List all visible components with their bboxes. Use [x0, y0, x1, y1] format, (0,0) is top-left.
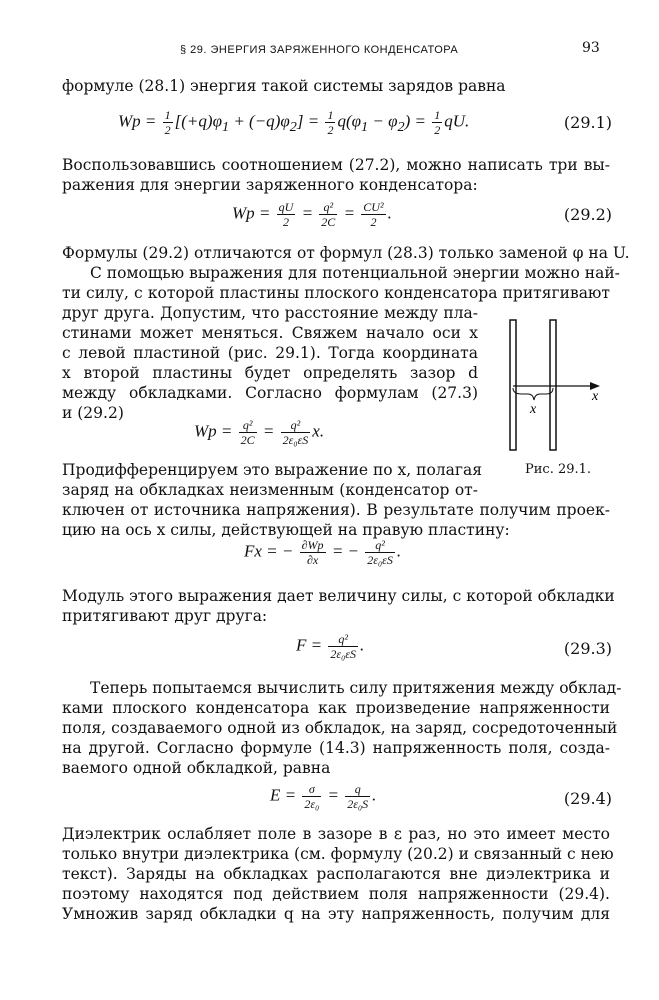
- equation-29-4: E = $\frac{\sigma}{\text{2ε₀}}$ = $\frac{q}{\text{2ε₀S}}$ .: [270, 782, 377, 811]
- text-line: Диэлектрик ослабляет поле в зазоре в ε раз, но это имеет место: [62, 825, 610, 843]
- capacitor-figure: [500, 316, 610, 456]
- page-number: 93: [582, 40, 600, 56]
- equation-fx: Fx = − $\frac{\partial Wp}{\partial x}$ = − $\frac{\text{q²}}{\text{2ε₀εS}}$ .: [244, 538, 402, 567]
- equation-label: (29.3): [563, 639, 612, 658]
- text-line: цию на ось x силы, действующей на правую пластину:: [62, 521, 510, 539]
- running-header: § 29. ЭНЕРГИЯ ЗАРЯЖЕННОГО КОНДЕНСАТОРА: [180, 44, 459, 56]
- equation-label: (29.4): [563, 789, 612, 808]
- gap-brace: [513, 388, 553, 400]
- text-line: и (29.2): [62, 404, 124, 422]
- text-line: с левой пластиной (рис. 29.1). Тогда координата: [62, 344, 478, 362]
- text-line: стинами может меняться. Свяжем начало оси x: [62, 324, 478, 342]
- equation-wp-x: Wp = $\frac{\text{q²}}{2C}$ = $\frac{\text{q²}}{\text{2ε₀εS}}$ x.: [194, 418, 325, 447]
- text-line: ключен от источника напряжения). В результате получим проек-: [62, 501, 610, 519]
- text-line: между обкладками. Согласно формулам (27.3): [62, 384, 478, 402]
- axis-label: x: [592, 389, 599, 404]
- text-line: притягивают друг друга:: [62, 607, 268, 625]
- text-line: Умножив заряд обкладки q на эту напряженность, получим для: [62, 905, 610, 923]
- text-line: ваемого одной обкладкой, равна: [62, 759, 331, 777]
- equation-29-3: F = $\frac{\text{q²}}{\text{2ε₀εS}}$ .: [296, 632, 365, 661]
- figure-caption: Рис. 29.1.: [525, 462, 592, 477]
- text-line: Воспользовавшись соотношением (27.2), можно написать три вы-: [62, 156, 610, 174]
- equation-label: (29.1): [563, 113, 612, 132]
- text-line: Теперь попытаемся вычислить силу притяжения между обклад-: [90, 679, 622, 697]
- left-plate: [510, 320, 516, 450]
- equation-label: (29.2): [563, 205, 612, 224]
- text-line: ражения для энергии заряженного конденсатора:: [62, 176, 478, 194]
- text-line: поэтому находятся под действием поля напряженности (29.4).: [62, 885, 610, 903]
- text-line: Модуль этого выражения дает величину силы, с которой обкладки: [62, 587, 615, 605]
- text-line: Формулы (29.2) отличаются от формул (28.3) только заменой φ на U.: [62, 244, 630, 262]
- text-line: формуле (28.1) энергия такой системы зарядов равна: [62, 77, 506, 95]
- text-line: С помощью выражения для потенциальной энергии можно най-: [90, 264, 620, 282]
- text-line: друг друга. Допустим, что расстояние между пла-: [62, 304, 478, 322]
- text-line: x второй пластины будет определять зазор d: [62, 364, 478, 382]
- equation-29-1: Wp = $\frac{1}{2}$ $[(+q)\varphi_1 + (-q)\varphi_2]$ = $\frac{1}{2}$ $q(\varphi_1 - \varphi_2)$ = $\frac{1}{2}$ qU.: [118, 108, 470, 137]
- text-line: поля, создаваемого одной из обкладок, на заряд, сосредоточенный: [62, 719, 618, 737]
- text-line: текст). Заряды на обкладках располагаются вне диэлектрика и: [62, 865, 610, 883]
- gap-label: x: [530, 402, 537, 417]
- text-line: только внутри диэлектрика (см. формулу (20.2) и связанный с нею: [62, 845, 614, 863]
- text-line: на другой. Согласно формуле (14.3) напряженность поля, созда-: [62, 739, 610, 757]
- right-plate: [550, 320, 556, 450]
- equation-29-2: Wp = $\frac{qU}{2}$ = $\frac{\text{q²}}{2C}$ = $\frac{\text{CU²}}{2}$ .: [232, 200, 392, 229]
- text-line: ками плоского конденсатора как произведение напряженности: [62, 699, 610, 717]
- text-line: Продифференцируем это выражение по x, полагая: [62, 461, 483, 479]
- text-line: ти силу, с которой пластины плоского конденсатора притягивают: [62, 284, 610, 302]
- text-line: заряд на обкладках неизменным (конденсатор от-: [62, 481, 478, 499]
